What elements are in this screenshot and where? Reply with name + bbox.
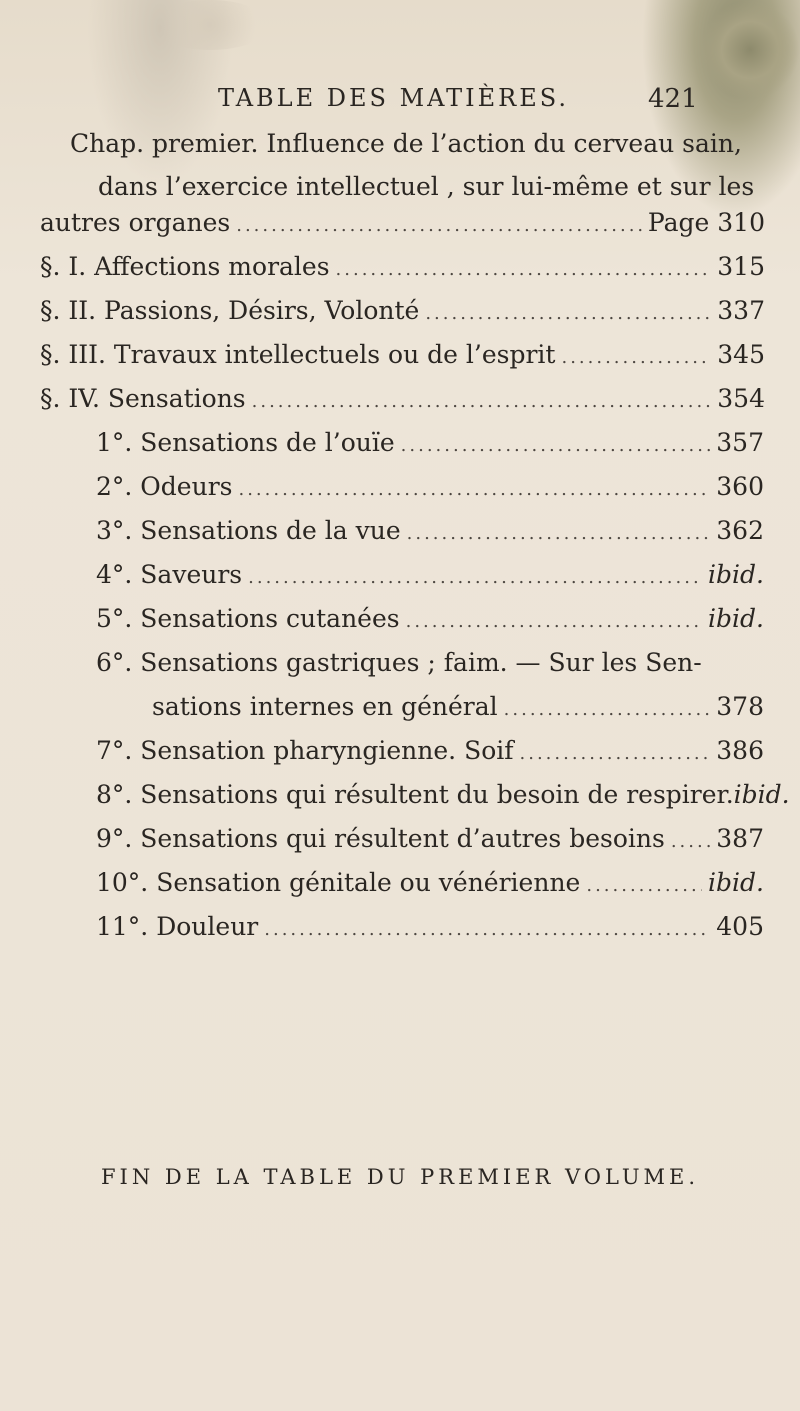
dot-leader <box>252 391 712 412</box>
chapter-heading <box>70 122 755 208</box>
toc-entry-label: 1°. Sensations de l’ouïe <box>96 428 395 457</box>
toc-sub-entry <box>96 604 764 648</box>
toc-sub-entry-wrapped-continuation <box>152 692 764 736</box>
dot-leader <box>336 259 712 280</box>
paper-stain <box>150 0 270 50</box>
running-head-title: TABLE DES MATIÈRES. <box>218 84 569 112</box>
toc-entry-page: 386 <box>716 736 764 765</box>
toc-sub-entry <box>96 516 764 560</box>
toc-sub-entry <box>96 780 790 824</box>
toc-entry <box>40 208 765 252</box>
toc-entry <box>40 384 765 428</box>
dot-leader <box>407 523 711 544</box>
toc-entry <box>40 252 765 296</box>
dot-leader <box>520 743 711 764</box>
toc-entry-label: §. II. Passions, Désirs, Volonté <box>40 296 420 325</box>
toc-entry-page: 345 <box>717 340 765 369</box>
dot-leader <box>264 919 710 940</box>
toc-entry-label: 4°. Saveurs <box>96 560 243 589</box>
toc-entry-label: 2°. Odeurs <box>96 472 233 501</box>
dot-leader <box>406 611 702 632</box>
toc-entry-page: 405 <box>716 912 764 941</box>
toc-entry-page: ibid. <box>708 560 764 589</box>
toc-entry-page: 387 <box>716 824 764 853</box>
toc-entry-label: 9°. Sensations qui résultent d’autres besoins <box>96 824 665 853</box>
toc-entry-label: 11°. Douleur <box>96 912 259 941</box>
toc-entry-page: 357 <box>716 428 764 457</box>
toc-entry-label: §. IV. Sensations <box>40 384 246 413</box>
toc-entry-page: 360 <box>716 472 764 501</box>
dot-leader <box>236 215 642 236</box>
dot-leader <box>671 831 710 852</box>
toc-entry-page: ibid. <box>708 868 764 897</box>
dot-leader <box>238 479 710 500</box>
toc-entry-page: 354 <box>717 384 765 413</box>
dot-leader <box>561 347 711 368</box>
toc-entry-label: §. I. Affections morales <box>40 252 330 281</box>
running-head-page-number: 421 <box>648 84 698 114</box>
toc-entry-label: 6°. Sensations gastriques ; faim. — Sur les Sen- <box>96 648 702 677</box>
toc-entry-page: Page 310 <box>647 208 765 237</box>
toc-entry-label: §. III. Travaux intellectuels ou de l’esprit <box>40 340 556 369</box>
running-head <box>0 84 800 124</box>
toc-sub-entry <box>96 868 764 912</box>
toc-sub-entry <box>96 472 764 516</box>
toc-entry-label: sations internes en général <box>152 692 498 721</box>
toc-entry-page: 337 <box>717 296 765 325</box>
dot-leader <box>586 875 702 896</box>
toc-entry <box>40 340 765 384</box>
toc-entry-page: 362 <box>716 516 764 545</box>
toc-entry-label: 8°. Sensations qui résultent du besoin de respirer. <box>96 780 734 809</box>
toc-sub-entry <box>96 428 764 472</box>
toc-entry-label: 10°. Sensation génitale ou vénérienne <box>96 868 581 897</box>
toc-entry <box>40 296 765 340</box>
toc-sub-entry-wrapped-first-line <box>96 648 764 692</box>
closing-line: FIN DE LA TABLE DU PREMIER VOLUME. <box>100 1165 700 1189</box>
dot-leader <box>425 303 711 324</box>
toc-sub-entry <box>96 736 764 780</box>
toc-entry-label: autres organes <box>40 208 231 237</box>
toc-entry-label: 7°. Sensation pharyngienne. Soif <box>96 736 514 765</box>
dot-leader <box>504 699 711 720</box>
toc-entry-page: ibid. <box>708 604 764 633</box>
chapter-heading-line-1: Chap. premier. Influence de l’action du cerveau sain, <box>70 129 742 158</box>
toc-sub-entry <box>96 560 764 604</box>
dot-leader <box>401 435 711 456</box>
toc-entry-page: ibid. <box>733 780 790 809</box>
toc-entry-label: 5°. Sensations cutanées <box>96 604 400 633</box>
toc-entry-label: 3°. Sensations de la vue <box>96 516 401 545</box>
toc-sub-entry <box>96 912 764 956</box>
toc-entry-page: 378 <box>716 692 764 721</box>
chapter-heading-line-2: dans l’exercice intellectuel , sur lui-même et sur les <box>98 172 755 201</box>
dot-leader <box>248 567 702 588</box>
toc-sub-entry <box>96 824 764 868</box>
toc-entry-page: 315 <box>717 252 765 281</box>
